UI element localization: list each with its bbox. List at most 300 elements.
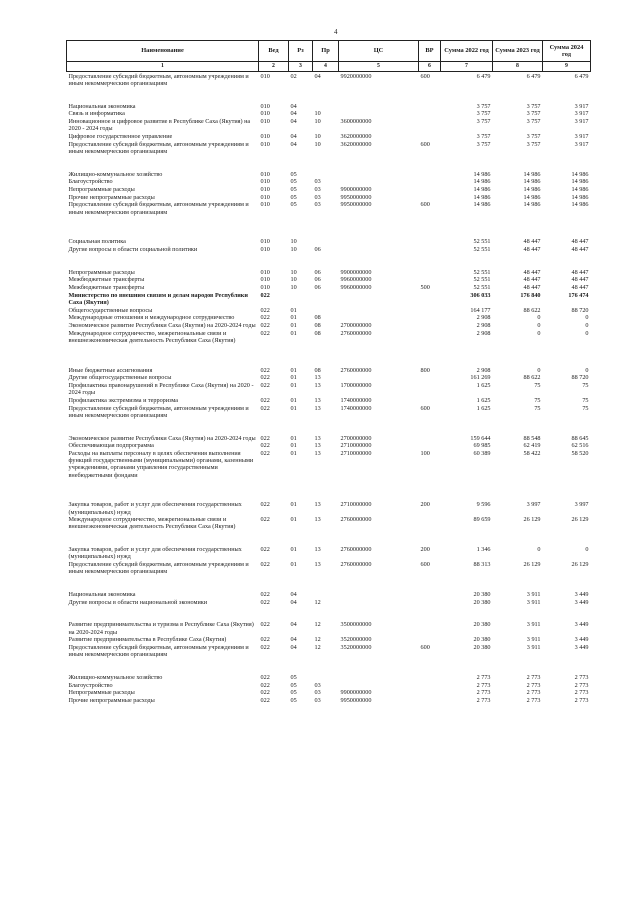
spacer-row (67, 155, 591, 170)
row-sum-2024: 88 645 (571, 434, 589, 442)
row-ved: 010 (260, 170, 270, 178)
row-vr (419, 132, 441, 140)
row-rz: 05 (290, 689, 297, 697)
row-ved: 010 (260, 102, 270, 110)
row-name: Прочие непрограммные расходы (68, 696, 155, 704)
row-pr: 13 (314, 374, 321, 382)
row-sum-2023: 0 (537, 314, 541, 322)
row-name: Закупка товаров, работ и услуг для обеспечения государственных (муниципальных) нужд (68, 546, 242, 561)
row-name: Экономическое развитие Республики Саха (Якутия) на 2020-2024 годы (68, 434, 256, 442)
spacer-cell (67, 531, 591, 546)
row-pr: 13 (314, 434, 321, 442)
row-rz: 05 (290, 185, 297, 193)
row-pr: 03 (314, 689, 321, 697)
row-cs: 2760000000 (340, 366, 372, 374)
row-ved: 022 (260, 561, 270, 569)
row-ved: 010 (260, 118, 270, 126)
row-cs (339, 170, 419, 178)
row-rz: 01 (290, 501, 297, 509)
row-sum-2023: 0 (537, 546, 541, 554)
row-rz: 05 (290, 696, 297, 704)
table-row (67, 681, 591, 689)
row-rz: 10 (290, 245, 297, 253)
col-number: 4 (313, 62, 339, 72)
row-cs: 9920000000 (340, 72, 372, 80)
row-rz: 01 (290, 546, 297, 554)
row-vr: 600 (420, 643, 430, 651)
spacer-row (67, 344, 591, 366)
row-cs (339, 598, 419, 606)
row-pr: 13 (314, 546, 321, 554)
row-vr (419, 598, 441, 606)
table-row (67, 516, 591, 531)
row-sum-2022: 14 986 (473, 178, 491, 186)
row-vr: 500 (420, 284, 430, 292)
table-row (67, 284, 591, 292)
row-sum-2022: 164 177 (470, 306, 491, 314)
row-sum-2024: 3 917 (574, 102, 589, 110)
row-ved: 022 (260, 322, 270, 330)
row-vr (419, 193, 441, 201)
row-sum-2024: 2 773 (574, 681, 589, 689)
row-cs: 2710000000 (340, 501, 372, 509)
spacer-cell (67, 479, 591, 501)
row-sum-2023: 48 447 (523, 268, 541, 276)
row-sum-2024: 14 986 (571, 201, 589, 209)
row-sum-2023: 62 419 (523, 442, 541, 450)
row-sum-2023: 14 986 (523, 201, 541, 209)
row-sum-2023: 14 986 (523, 193, 541, 201)
spacer-cell (67, 419, 591, 434)
row-sum-2023: 3 757 (526, 132, 541, 140)
row-vr (419, 314, 441, 322)
row-sum-2023: 2 773 (526, 673, 541, 681)
row-sum-2022: 6 479 (476, 72, 491, 80)
row-rz: 01 (290, 397, 297, 404)
row-sum-2022: 306 033 (470, 291, 491, 299)
row-sum-2022: 52 551 (473, 238, 491, 246)
row-ved: 010 (260, 72, 270, 80)
row-cs: 9900000000 (340, 689, 372, 697)
spacer-cell (67, 606, 591, 621)
col-header-pr: Пр (313, 41, 339, 62)
row-sum-2024: 0 (585, 314, 589, 322)
row-pr (313, 306, 339, 314)
table-body (67, 72, 591, 704)
table-row (67, 621, 591, 636)
row-cs: 2710000000 (340, 442, 372, 450)
row-ved: 022 (260, 501, 270, 509)
spacer-row (67, 253, 591, 268)
row-pr: 10 (314, 118, 321, 126)
spacer-row (67, 575, 591, 590)
row-name: Международные отношения и международное сотрудничество (68, 314, 235, 322)
row-vr (419, 442, 441, 450)
row-sum-2022: 161 269 (470, 374, 491, 382)
row-pr: 03 (314, 681, 321, 689)
col-header-sum-2022: Сумма 2022 год (441, 41, 493, 62)
row-pr: 10 (314, 132, 321, 140)
row-sum-2024: 3 917 (574, 132, 589, 140)
row-pr: 08 (314, 322, 321, 330)
row-name: Национальная экономика (68, 590, 136, 598)
row-ved: 022 (260, 291, 270, 299)
row-cs: 3600000000 (340, 118, 372, 126)
row-sum-2024: 58 520 (571, 450, 589, 458)
row-sum-2022: 1 625 (476, 404, 491, 412)
col-header-rz: Рз (289, 41, 313, 62)
row-name: Профилактика экстремизма и терроризма (68, 397, 179, 404)
row-rz: 01 (290, 329, 297, 337)
row-ved: 010 (260, 245, 270, 253)
row-pr (313, 291, 339, 306)
row-vr (419, 322, 441, 330)
row-name: Жилищно-коммунальное хозяйство (68, 673, 163, 681)
row-sum-2023: 0 (537, 322, 541, 330)
row-sum-2023: 3 911 (526, 621, 541, 629)
row-sum-2023: 88 622 (523, 374, 541, 382)
row-vr (419, 374, 441, 382)
row-sum-2022: 20 380 (473, 636, 491, 644)
row-rz: 10 (290, 238, 297, 246)
row-vr (419, 434, 441, 442)
row-ved: 010 (260, 178, 270, 186)
table-row (67, 561, 591, 576)
row-pr (313, 102, 339, 110)
table-row (67, 193, 591, 201)
row-rz: 04 (290, 110, 297, 118)
row-name: Иные бюджетные ассигнования (68, 366, 153, 374)
table-row (67, 140, 591, 155)
row-sum-2023: 3 757 (526, 102, 541, 110)
row-vr (419, 516, 441, 531)
row-sum-2024: 3 917 (574, 118, 589, 126)
row-rz: 04 (290, 598, 297, 606)
row-rz: 01 (290, 450, 297, 458)
row-vr (419, 276, 441, 284)
row-vr (419, 382, 441, 397)
row-cs (339, 178, 419, 186)
row-pr: 12 (314, 621, 321, 629)
row-vr: 200 (420, 501, 430, 509)
col-header-cs: ЦС (339, 41, 419, 62)
row-rz (289, 291, 313, 306)
row-sum-2024: 2 773 (574, 673, 589, 681)
row-pr: 12 (314, 598, 321, 606)
row-pr: 13 (314, 404, 321, 412)
table-row (67, 450, 591, 479)
spacer-row (67, 479, 591, 501)
row-rz: 01 (290, 434, 297, 442)
col-header-ved: Вед (259, 41, 289, 62)
row-sum-2024: 6 479 (574, 72, 589, 80)
row-vr (419, 110, 441, 118)
table-row (67, 397, 591, 405)
row-sum-2023: 88 622 (523, 306, 541, 314)
row-sum-2023: 6 479 (526, 72, 541, 80)
budget-table (66, 40, 591, 704)
row-sum-2023: 48 447 (523, 245, 541, 253)
row-sum-2023: 2 773 (526, 689, 541, 697)
row-sum-2024: 48 447 (571, 284, 589, 292)
table-row (67, 598, 591, 606)
spacer-row (67, 216, 591, 238)
row-vr: 200 (420, 546, 430, 554)
row-cs: 9950000000 (340, 201, 372, 209)
row-name: Жилищно-коммунальное хозяйство (68, 170, 163, 178)
row-cs: 2760000000 (340, 516, 372, 524)
row-sum-2022: 52 551 (473, 284, 491, 292)
row-ved: 022 (260, 696, 270, 704)
row-cs (339, 110, 419, 118)
row-name: Предоставление субсидий бюджетным, автономным учреждениям и иным некоммерческим организациям (68, 643, 249, 659)
table-row (67, 546, 591, 561)
row-sum-2022: 89 659 (473, 516, 491, 524)
row-pr: 04 (314, 72, 321, 80)
row-name: Прочие непрограммные расходы (68, 193, 155, 201)
row-pr: 06 (314, 276, 321, 284)
row-cs: 9950000000 (340, 696, 372, 704)
row-rz: 04 (290, 118, 297, 126)
row-pr: 06 (314, 245, 321, 253)
row-ved: 010 (260, 140, 270, 148)
row-rz: 01 (290, 374, 297, 382)
table-row (67, 118, 591, 133)
col-number: 1 (67, 62, 259, 72)
spacer-cell (67, 216, 591, 238)
row-vr (419, 329, 441, 344)
row-vr: 800 (420, 366, 430, 374)
header-row (67, 41, 591, 62)
row-sum-2022: 14 986 (473, 201, 491, 209)
col-number: 9 (543, 62, 591, 72)
row-sum-2022: 14 986 (473, 193, 491, 201)
row-ved: 022 (260, 598, 270, 606)
row-vr: 600 (420, 201, 430, 209)
spacer-cell (67, 87, 591, 102)
row-pr: 08 (314, 366, 321, 374)
row-sum-2024: 48 447 (571, 276, 589, 284)
row-sum-2023: 0 (537, 366, 541, 374)
row-cs: 2700000000 (340, 322, 372, 330)
row-name: Непрограммные расходы (68, 689, 135, 697)
table-row (67, 102, 591, 110)
row-cs (339, 245, 419, 253)
row-rz: 05 (290, 673, 297, 681)
row-vr (419, 268, 441, 276)
row-sum-2023: 26 129 (523, 561, 541, 569)
row-pr: 13 (314, 561, 321, 569)
row-ved: 022 (260, 397, 270, 404)
row-cs: 2760000000 (340, 546, 372, 554)
row-sum-2024: 3 997 (574, 501, 589, 509)
row-sum-2022: 60 389 (473, 450, 491, 458)
row-cs: 1740000000 (340, 397, 372, 404)
row-vr (419, 673, 441, 681)
row-ved: 010 (260, 268, 270, 276)
row-vr: 600 (420, 561, 430, 569)
spacer-row (67, 606, 591, 621)
row-name: Предоставление субсидий бюджетным, автономным учреждениям и иным некоммерческим организациям (68, 561, 249, 576)
table-row (67, 374, 591, 382)
row-ved: 022 (260, 643, 270, 651)
row-ved: 022 (260, 442, 270, 450)
row-rz: 04 (290, 102, 297, 110)
row-sum-2024: 75 (582, 397, 589, 404)
row-rz: 04 (290, 140, 297, 148)
row-sum-2023: 14 986 (523, 178, 541, 186)
row-sum-2024: 0 (585, 546, 589, 554)
row-rz: 05 (290, 193, 297, 201)
row-rz: 05 (290, 201, 297, 209)
row-cs (339, 673, 419, 681)
row-vr (419, 689, 441, 697)
row-ved: 022 (260, 450, 270, 458)
row-ved: 010 (260, 185, 270, 193)
row-rz: 04 (290, 636, 297, 644)
table-row (67, 329, 591, 344)
row-sum-2023: 3 911 (526, 636, 541, 644)
row-sum-2023: 0 (537, 329, 541, 337)
col-number: 8 (493, 62, 543, 72)
header-number-row (67, 62, 591, 72)
row-sum-2022: 20 380 (473, 621, 491, 629)
row-vr (419, 397, 441, 405)
row-sum-2023: 3 911 (526, 590, 541, 598)
table-row (67, 501, 591, 516)
table-row (67, 404, 591, 419)
row-sum-2022: 20 380 (473, 598, 491, 606)
row-sum-2022: 69 985 (473, 442, 491, 450)
row-vr (419, 681, 441, 689)
row-rz: 01 (290, 314, 297, 322)
row-pr: 03 (314, 193, 321, 201)
row-pr: 13 (314, 516, 321, 524)
row-pr: 08 (314, 329, 321, 337)
col-number: 3 (289, 62, 313, 72)
table-row (67, 291, 591, 306)
row-sum-2024: 14 986 (571, 185, 589, 193)
row-name: Расходы на выплаты персоналу в целях обеспечения выполнения функций государственными (муниципальными) органами, казенными учреждениями, органами управления государственными внебюджетными фондами (68, 450, 254, 479)
row-vr: 600 (420, 72, 430, 80)
row-pr: 03 (314, 696, 321, 704)
row-sum-2023: 3 911 (526, 598, 541, 606)
spacer-cell (67, 155, 591, 170)
row-ved: 022 (260, 374, 270, 382)
row-cs: 1740000000 (340, 404, 372, 412)
row-sum-2023: 48 447 (523, 276, 541, 284)
row-name: Другие общегосударственные вопросы (68, 374, 172, 382)
row-ved: 010 (260, 276, 270, 284)
row-cs: 3620000000 (340, 140, 372, 148)
row-rz: 04 (290, 132, 297, 140)
row-sum-2022: 88 313 (473, 561, 491, 569)
col-header-name: Наименование (67, 41, 259, 62)
row-cs: 3620000000 (340, 132, 372, 140)
row-vr (419, 238, 441, 246)
row-sum-2024: 48 447 (571, 268, 589, 276)
row-sum-2024: 26 129 (571, 561, 589, 569)
row-sum-2023: 14 986 (523, 185, 541, 193)
row-sum-2024: 88 720 (571, 306, 589, 314)
row-name: Другие вопросы в области социальной политики (68, 245, 198, 253)
row-sum-2023: 26 129 (523, 516, 541, 524)
row-sum-2022: 52 551 (473, 245, 491, 253)
table-row (67, 178, 591, 186)
row-cs: 2710000000 (340, 450, 372, 458)
row-sum-2023: 3 911 (526, 643, 541, 651)
row-name: Цифровое государственное управление (68, 132, 173, 140)
row-sum-2023: 75 (534, 382, 541, 390)
row-ved: 022 (260, 404, 270, 412)
row-sum-2024: 75 (582, 382, 589, 390)
row-ved: 022 (260, 314, 270, 322)
row-sum-2024: 0 (585, 329, 589, 337)
row-rz: 04 (290, 590, 297, 598)
row-sum-2024: 62 516 (571, 442, 589, 450)
row-sum-2024: 2 773 (574, 689, 589, 697)
row-sum-2023: 88 548 (523, 434, 541, 442)
row-sum-2022: 2 773 (476, 696, 491, 704)
row-rz: 02 (290, 72, 297, 80)
row-cs: 9900000000 (340, 268, 372, 276)
row-vr (419, 178, 441, 186)
row-ved: 010 (260, 132, 270, 140)
row-sum-2024: 3 449 (574, 621, 589, 629)
row-cs: 9960000000 (340, 284, 372, 292)
row-cs (339, 374, 419, 382)
row-sum-2023: 3 997 (526, 501, 541, 509)
row-vr (419, 621, 441, 636)
row-cs: 3520000000 (340, 636, 372, 644)
col-number: 7 (441, 62, 493, 72)
row-sum-2024: 14 986 (571, 178, 589, 186)
row-rz: 01 (290, 561, 297, 569)
row-rz: 01 (290, 404, 297, 412)
row-ved: 022 (260, 636, 270, 644)
row-sum-2023: 3 757 (526, 110, 541, 118)
table-row (67, 314, 591, 322)
row-sum-2024: 176 474 (568, 291, 589, 299)
row-cs: 9900000000 (340, 185, 372, 193)
row-cs (339, 238, 419, 246)
table-row (67, 268, 591, 276)
table-row (67, 689, 591, 697)
row-ved: 022 (260, 689, 270, 697)
row-sum-2022: 52 551 (473, 268, 491, 276)
row-vr: 600 (420, 140, 430, 148)
row-pr: 12 (314, 636, 321, 644)
row-name: Предоставление субсидий бюджетным, автономным учреждениям и иным некоммерческим организациям (68, 72, 249, 87)
row-sum-2023: 48 447 (523, 238, 541, 246)
row-sum-2022: 20 380 (473, 590, 491, 598)
row-name: Общегосударственные вопросы (68, 306, 153, 314)
row-sum-2023: 48 447 (523, 284, 541, 292)
table-row (67, 636, 591, 644)
row-sum-2024: 0 (585, 366, 589, 374)
row-cs: 9950000000 (340, 193, 372, 201)
table-row (67, 170, 591, 178)
row-ved: 022 (260, 673, 270, 681)
row-name: Межбюджетные трансферты (68, 276, 145, 284)
row-cs (339, 590, 419, 598)
spacer-cell (67, 253, 591, 268)
row-rz: 01 (290, 516, 297, 524)
row-pr: 03 (314, 185, 321, 193)
row-vr (419, 185, 441, 193)
spacer-cell (67, 575, 591, 590)
table-row (67, 382, 591, 397)
